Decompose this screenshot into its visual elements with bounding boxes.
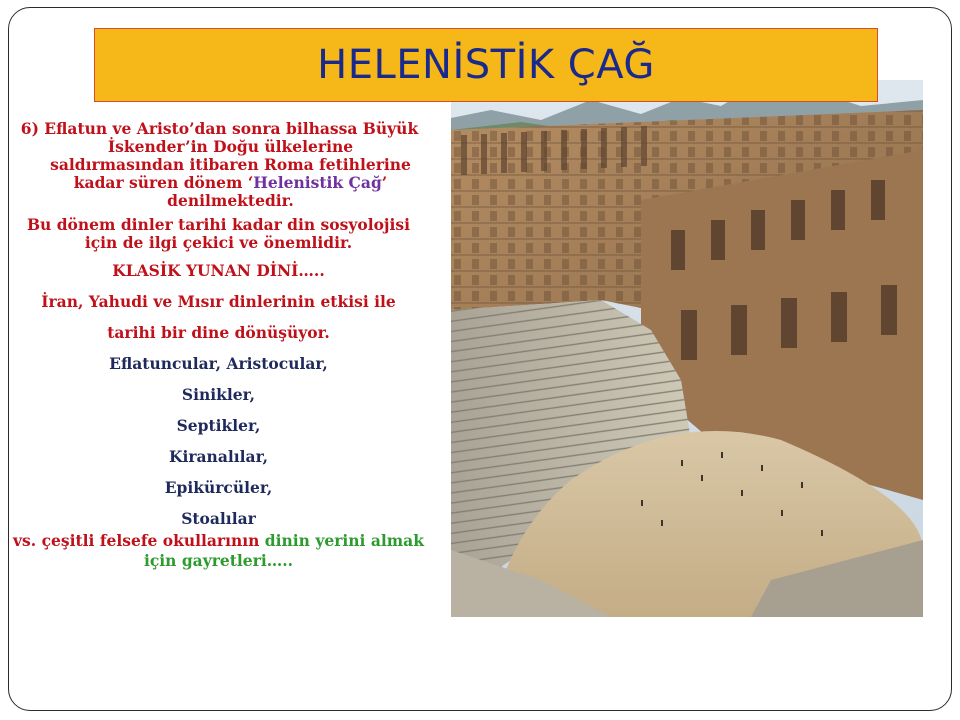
school-item: Eflatuncular, Aristocular, (109, 354, 328, 373)
school-item: Stoalılar (181, 509, 256, 528)
influence-line: İran, Yahudi ve Mısır dinlerinin etkisi ile (41, 292, 396, 311)
transformation-line: tarihi bir dine dönüşüyor. (107, 323, 330, 342)
school-item: Sinikler, (181, 385, 256, 404)
slide-title: HELENİSTİK ÇAĞ (317, 42, 655, 88)
title-banner (94, 28, 878, 102)
closing-red-part: vs. çeşitli felsefe okullarının (13, 531, 260, 550)
paragraph1-highlight: Helenistik Çağ (253, 173, 382, 192)
school-item: Epikürcüler, (164, 478, 273, 497)
paragraph-hellenistic-definition (0, 120, 437, 210)
body-text (0, 120, 437, 571)
amphitheatre-photo (451, 80, 923, 617)
closing-green-part: dinin yerini almak için gayretleri….. (143, 531, 424, 570)
classic-greek-religion-heading: KLASİK YUNAN DİNİ….. (112, 261, 325, 280)
school-item: Septikler, (176, 416, 261, 435)
paragraph1-quote-open: ‘ (247, 173, 254, 192)
school-item: Kiranalılar, (168, 447, 269, 466)
paragraph1-quote-close: ’ (381, 173, 388, 192)
closing-sentence (0, 531, 437, 571)
paragraph1-part1: 6) Eflatun ve Aristo’dan sonra bilhassa Büyük İskender’in Doğu ülkelerine saldırmasından itibaren Roma fetihlerine kadar süren dönem (20, 119, 419, 192)
paragraph-importance: Bu dönem dinler tarihi kadar din sosyolojisi için de ilgi çekici ve önemlidir. (26, 215, 411, 252)
paragraph1-part2: denilmektedir. (167, 191, 294, 210)
